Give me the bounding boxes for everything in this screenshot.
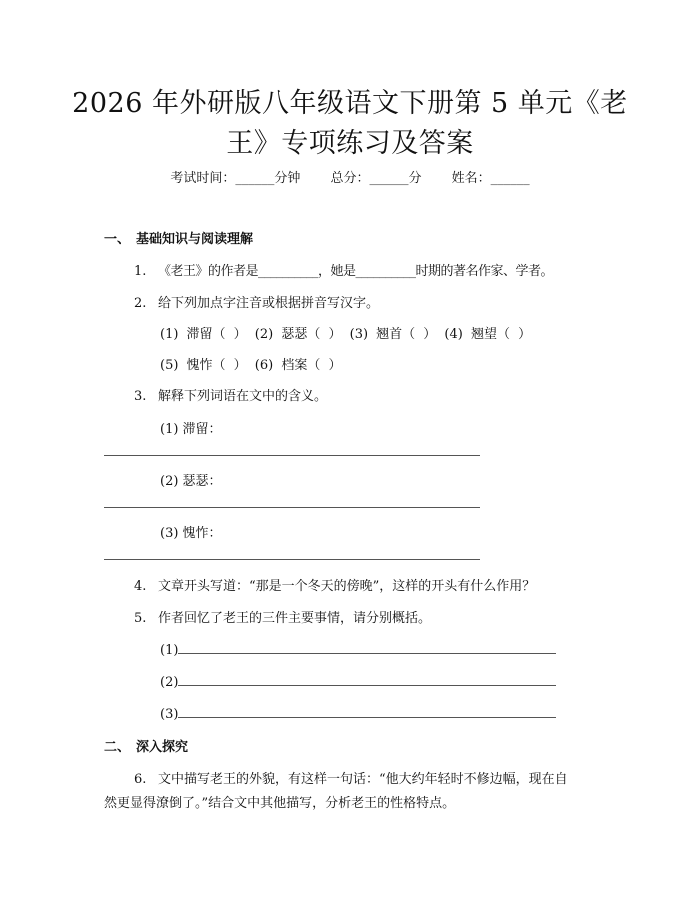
question-4 — [134, 577, 535, 597]
item-label: (1) — [160, 643, 179, 658]
question-number: 1. — [134, 264, 147, 279]
exam-meta — [0, 170, 700, 188]
total-score: 总分：______分 — [330, 171, 422, 186]
answer-line[interactable] — [104, 455, 480, 456]
section-1-label: 一、 — [104, 232, 131, 247]
section-1-heading — [104, 230, 253, 250]
question-2-row-2: (5) 愧怍（ ） (6) 档案（ ） — [160, 358, 342, 373]
item-label: (3) — [160, 707, 179, 722]
exam-time: 考试时间：______分钟 — [170, 171, 301, 186]
question-3-item-1: (1) 滞留： — [160, 422, 222, 437]
question-5-item-1 — [160, 640, 556, 661]
question-text: 作者回忆了老王的三件主要事情，请分别概括。 — [158, 611, 432, 626]
title-line-2: 王》专项练习及答案 — [226, 128, 474, 159]
question-number: 5. — [134, 611, 147, 626]
section-2-label: 二、 — [104, 740, 131, 755]
question-5-item-2 — [160, 672, 556, 693]
question-2-row-1: (1) 滞留（ ） (2) 瑟瑟（ ） (3) 翘首（ ） (4) 翘望（ ） — [160, 327, 532, 342]
question-3 — [134, 387, 327, 407]
answer-line[interactable] — [178, 640, 556, 654]
question-number: 6. — [134, 772, 147, 787]
answer-line[interactable] — [178, 672, 556, 686]
document-title — [60, 84, 640, 164]
item-label: (2) — [160, 675, 179, 690]
question-6-line-2: 然更显得潦倒了。”结合文中其他描写，分析老王的性格特点。 — [104, 796, 456, 811]
question-text: 给下列加点字注音或根据拼音写汉字。 — [158, 296, 380, 311]
answer-line[interactable] — [104, 507, 480, 508]
question-6 — [134, 770, 568, 790]
question-5-item-3 — [160, 704, 556, 725]
question-text-line-1: 文中描写老王的外貌，有这样一句话：“他大约年轻时不修边幅，现在自 — [158, 772, 568, 787]
section-1-title: 基础知识与阅读理解 — [136, 232, 254, 247]
title-line-1: 2026 年外研版八年级语文下册第 5 单元《老 — [72, 88, 628, 119]
question-number: 2. — [134, 296, 147, 311]
section-2-title: 深入探究 — [136, 740, 189, 755]
question-text: 《老王》的作者是__________，她是__________时期的著名作家、学者。 — [158, 264, 554, 279]
question-number: 4. — [134, 579, 147, 594]
question-3-item-2: (2) 瑟瑟： — [160, 474, 222, 489]
question-text: 解释下列词语在文中的含义。 — [158, 389, 328, 404]
question-2 — [134, 294, 379, 314]
question-3-item-3: (3) 愧怍： — [160, 526, 222, 541]
answer-line[interactable] — [178, 704, 556, 718]
question-1 — [134, 262, 553, 282]
answer-line[interactable] — [104, 559, 480, 560]
question-text: 文章开头写道：“那是一个冬天的傍晚”，这样的开头有什么作用？ — [158, 579, 536, 594]
question-5 — [134, 609, 431, 629]
question-number: 3. — [134, 389, 147, 404]
section-2-heading — [104, 738, 188, 758]
student-name: 姓名：______ — [451, 171, 530, 186]
